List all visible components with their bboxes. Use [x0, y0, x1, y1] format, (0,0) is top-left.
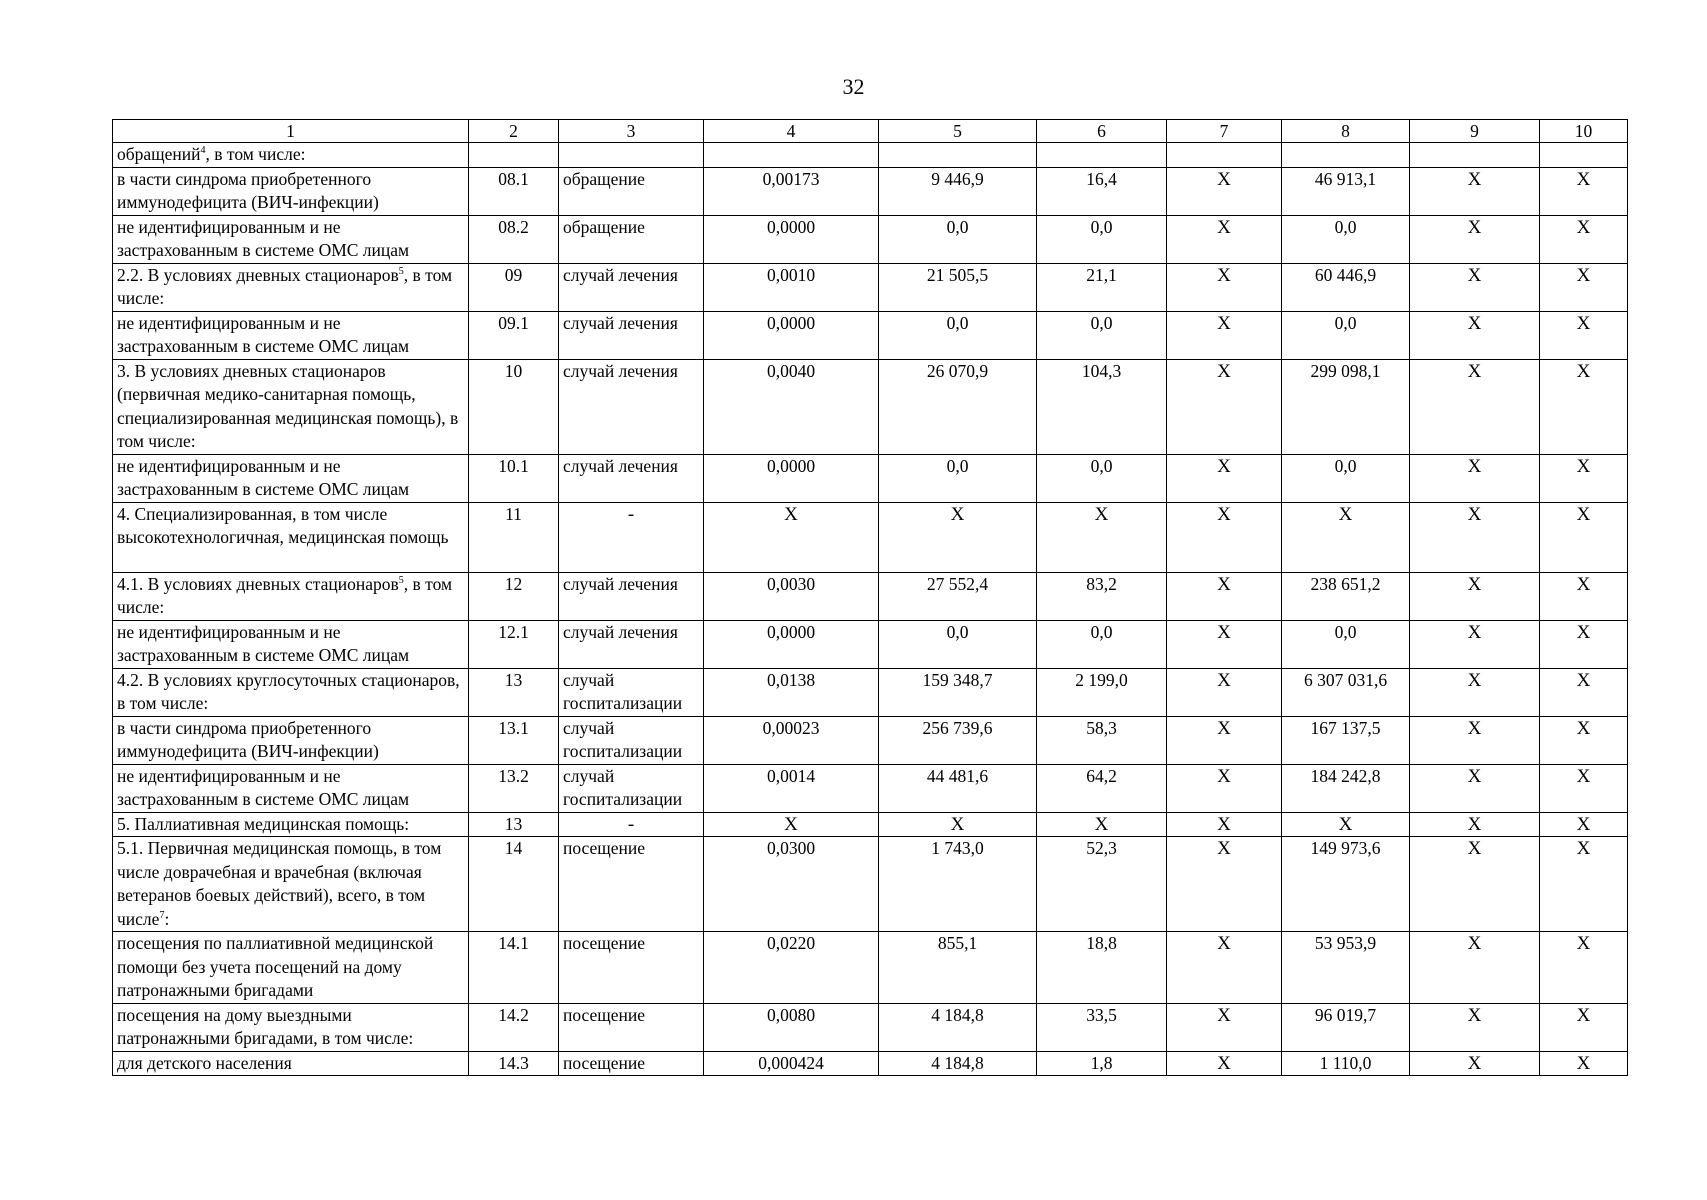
col6-cell: 64,2 — [1037, 764, 1167, 812]
unit-cell: случай лечения — [559, 454, 704, 502]
col7-cell: X — [1167, 716, 1282, 764]
col7-cell: X — [1167, 1051, 1282, 1076]
table-row — [113, 167, 1628, 215]
col4-cell: 0,000424 — [704, 1051, 879, 1076]
row-label-tail: , в том числе: — [117, 264, 453, 308]
col10-cell: X — [1540, 454, 1628, 502]
header-row — [113, 120, 1628, 143]
col4-cell: X — [704, 502, 879, 572]
col4-cell: 0,00023 — [704, 716, 879, 764]
col4-cell: X — [704, 812, 879, 837]
table-row — [113, 572, 1628, 620]
table-row — [113, 263, 1628, 311]
row-label — [113, 215, 469, 263]
row-label-text: 4.2. В условиях круглосуточных стационаров, в том числе: — [117, 669, 460, 713]
col4-cell: 0,0000 — [704, 215, 879, 263]
row-label-text: для детского населения — [117, 1052, 292, 1073]
table-row — [113, 1051, 1628, 1076]
col10-cell: X — [1540, 837, 1628, 932]
col7-cell: X — [1167, 668, 1282, 716]
unit-cell: посещение — [559, 837, 704, 932]
col8-cell: 96 019,7 — [1282, 1003, 1410, 1051]
row-label-text: не идентифицированным и не застрахованным в системе ОМС лицам — [117, 216, 410, 260]
col10-cell: X — [1540, 263, 1628, 311]
row-label — [113, 716, 469, 764]
row-label-text: 5. Паллиативная медицинская помощь: — [117, 813, 410, 834]
col4-cell: 0,0000 — [704, 454, 879, 502]
col5-cell: 0,0 — [879, 620, 1037, 668]
col9-cell: X — [1410, 167, 1540, 215]
col6-cell: 33,5 — [1037, 1003, 1167, 1051]
col6-cell: X — [1037, 502, 1167, 572]
col8-cell: 167 137,5 — [1282, 716, 1410, 764]
col8-cell: 238 651,2 — [1282, 572, 1410, 620]
unit-cell: случай лечения — [559, 620, 704, 668]
row-code: 08.1 — [469, 167, 559, 215]
row-label — [113, 837, 469, 932]
row-label — [113, 764, 469, 812]
header-cell: 6 — [1037, 120, 1167, 143]
row-code: 09.1 — [469, 311, 559, 359]
col5-cell: X — [879, 502, 1037, 572]
unit-cell: случай лечения — [559, 572, 704, 620]
row-code: 13 — [469, 668, 559, 716]
table-row — [113, 1003, 1628, 1051]
row-label-text: посещения по паллиативной медицинской помощи без учета посещений на дому патронажными бригадами — [117, 933, 434, 1000]
footnote-ref: 5 — [398, 265, 404, 277]
col10-cell: X — [1540, 620, 1628, 668]
table-row — [113, 812, 1628, 837]
row-label-tail: , в том числе: — [205, 144, 306, 164]
row-label-text: не идентифицированным и не застрахованным в системе ОМС лицам — [117, 765, 410, 809]
col9-cell: X — [1410, 668, 1540, 716]
col10-cell: X — [1540, 1003, 1628, 1051]
col10-cell: X — [1540, 932, 1628, 1004]
col9-cell: X — [1410, 812, 1540, 837]
row-code: 14 — [469, 837, 559, 932]
col4-cell: 0,00173 — [704, 167, 879, 215]
col7-cell: X — [1167, 932, 1282, 1004]
row-label — [113, 572, 469, 620]
row-label — [113, 502, 469, 572]
col5-cell: 1 743,0 — [879, 837, 1037, 932]
row-label — [113, 620, 469, 668]
row-code: 13.2 — [469, 764, 559, 812]
col9-cell: X — [1410, 620, 1540, 668]
unit-cell: - — [559, 502, 704, 572]
col7-cell: X — [1167, 837, 1282, 932]
unit-cell: случай госпитализации — [559, 764, 704, 812]
col6-cell — [1037, 143, 1167, 168]
col7-cell: X — [1167, 263, 1282, 311]
col8-cell: 6 307 031,6 — [1282, 668, 1410, 716]
col10-cell: X — [1540, 167, 1628, 215]
col5-cell: 44 481,6 — [879, 764, 1037, 812]
col6-cell: 1,8 — [1037, 1051, 1167, 1076]
row-code: 08.2 — [469, 215, 559, 263]
col10-cell: X — [1540, 215, 1628, 263]
row-label — [113, 812, 469, 837]
row-label — [113, 263, 469, 311]
row-code: 14.3 — [469, 1051, 559, 1076]
table-row — [113, 837, 1628, 932]
col9-cell: X — [1410, 837, 1540, 932]
header-cell: 5 — [879, 120, 1037, 143]
col9-cell: X — [1410, 764, 1540, 812]
col10-cell: X — [1540, 668, 1628, 716]
row-code: 10 — [469, 359, 559, 454]
col6-cell: 83,2 — [1037, 572, 1167, 620]
row-code: 14.1 — [469, 932, 559, 1004]
col4-cell: 0,0040 — [704, 359, 879, 454]
unit-cell: случай лечения — [559, 359, 704, 454]
row-label-text: в части синдрома приобретенного иммунодефицита (ВИЧ-инфекции) — [117, 168, 379, 212]
row-label — [113, 668, 469, 716]
col8-cell — [1282, 143, 1410, 168]
table-row — [113, 764, 1628, 812]
col10-cell: X — [1540, 716, 1628, 764]
col4-cell: 0,0030 — [704, 572, 879, 620]
col7-cell: X — [1167, 764, 1282, 812]
col8-cell: 299 098,1 — [1282, 359, 1410, 454]
unit-cell: случай госпитализации — [559, 716, 704, 764]
unit-cell: случай лечения — [559, 311, 704, 359]
row-label — [113, 167, 469, 215]
col8-cell: 0,0 — [1282, 454, 1410, 502]
col9-cell: X — [1410, 263, 1540, 311]
col5-cell: 855,1 — [879, 932, 1037, 1004]
col7-cell: X — [1167, 167, 1282, 215]
row-code: 13.1 — [469, 716, 559, 764]
col8-cell: 53 953,9 — [1282, 932, 1410, 1004]
unit-cell: посещение — [559, 1051, 704, 1076]
tariff-table — [112, 119, 1628, 1076]
col5-cell: 0,0 — [879, 311, 1037, 359]
unit-cell: случай госпитализации — [559, 668, 704, 716]
col7-cell: X — [1167, 1003, 1282, 1051]
row-label-tail: , в том числе: — [117, 573, 453, 617]
col9-cell: X — [1410, 311, 1540, 359]
col7-cell: X — [1167, 620, 1282, 668]
col4-cell: 0,0010 — [704, 263, 879, 311]
row-label — [113, 454, 469, 502]
col6-cell: 58,3 — [1037, 716, 1167, 764]
col7-cell: X — [1167, 572, 1282, 620]
col8-cell: 0,0 — [1282, 215, 1410, 263]
footnote-ref: 5 — [398, 574, 404, 586]
row-label-text: 4. Специализированная, в том числе высокотехнологичная, медицинская помощь — [117, 503, 449, 547]
row-label — [113, 932, 469, 1004]
unit-cell: обращение — [559, 215, 704, 263]
row-label-text: 2.2. В условиях дневных стационаров — [117, 264, 399, 285]
col9-cell: X — [1410, 215, 1540, 263]
col4-cell: 0,0138 — [704, 668, 879, 716]
row-label-tail: : — [164, 908, 170, 929]
table-row — [113, 311, 1628, 359]
col7-cell — [1167, 143, 1282, 168]
row-label-text: посещения на дому выездными патронажными бригадами, в том числе: — [117, 1004, 414, 1048]
table-row — [113, 143, 1628, 168]
col6-cell: 0,0 — [1037, 620, 1167, 668]
row-label — [113, 311, 469, 359]
col8-cell: X — [1282, 502, 1410, 572]
table-row — [113, 215, 1628, 263]
col6-cell: 0,0 — [1037, 454, 1167, 502]
header-cell: 7 — [1167, 120, 1282, 143]
col10-cell: X — [1540, 812, 1628, 837]
col6-cell: 104,3 — [1037, 359, 1167, 454]
unit-cell — [559, 143, 704, 168]
row-code: 10.1 — [469, 454, 559, 502]
header-cell: 9 — [1410, 120, 1540, 143]
row-label-text: в части синдрома приобретенного иммунодефицита (ВИЧ-инфекции) — [117, 717, 379, 761]
col10-cell: X — [1540, 764, 1628, 812]
col5-cell: 256 739,6 — [879, 716, 1037, 764]
footnote-ref: 7 — [159, 909, 165, 921]
col4-cell: 0,0000 — [704, 311, 879, 359]
header-cell: 10 — [1540, 120, 1628, 143]
col6-cell: 0,0 — [1037, 215, 1167, 263]
col8-cell: 149 973,6 — [1282, 837, 1410, 932]
row-label-text: 4.1. В условиях дневных стационаров — [117, 573, 399, 594]
table-row — [113, 359, 1628, 454]
col10-cell: X — [1540, 311, 1628, 359]
col4-cell — [704, 143, 879, 168]
col7-cell: X — [1167, 359, 1282, 454]
col5-cell: 159 348,7 — [879, 668, 1037, 716]
col7-cell: X — [1167, 454, 1282, 502]
col7-cell: X — [1167, 311, 1282, 359]
unit-cell: посещение — [559, 932, 704, 1004]
table-row — [113, 454, 1628, 502]
col5-cell: 0,0 — [879, 215, 1037, 263]
table-row — [113, 932, 1628, 1004]
col9-cell: X — [1410, 502, 1540, 572]
col9-cell: X — [1410, 359, 1540, 454]
header-cell: 1 — [113, 120, 469, 143]
row-label-text: не идентифицированным и не застрахованным в системе ОМС лицам — [117, 455, 410, 499]
row-code — [469, 143, 559, 168]
col9-cell: X — [1410, 454, 1540, 502]
col8-cell: X — [1282, 812, 1410, 837]
row-code: 12 — [469, 572, 559, 620]
col8-cell: 184 242,8 — [1282, 764, 1410, 812]
col9-cell: X — [1410, 1003, 1540, 1051]
col8-cell: 60 446,9 — [1282, 263, 1410, 311]
col9-cell: X — [1410, 932, 1540, 1004]
col9-cell: X — [1410, 716, 1540, 764]
col6-cell: 16,4 — [1037, 167, 1167, 215]
col7-cell: X — [1167, 812, 1282, 837]
row-label-text: 3. В условиях дневных стационаров (первичная медико-санитарная помощь, специализированная медицинская помощь), в том числе: — [117, 360, 459, 451]
col6-cell: 2 199,0 — [1037, 668, 1167, 716]
col5-cell — [879, 143, 1037, 168]
header-cell: 8 — [1282, 120, 1410, 143]
col5-cell: 21 505,5 — [879, 263, 1037, 311]
header-cell: 2 — [469, 120, 559, 143]
row-label — [113, 143, 469, 168]
row-code: 13 — [469, 812, 559, 837]
col4-cell: 0,0220 — [704, 932, 879, 1004]
row-code: 12.1 — [469, 620, 559, 668]
col8-cell: 46 913,1 — [1282, 167, 1410, 215]
row-label — [113, 1003, 469, 1051]
col10-cell: X — [1540, 502, 1628, 572]
col10-cell — [1540, 143, 1628, 168]
col5-cell: 27 552,4 — [879, 572, 1037, 620]
row-label — [113, 1051, 469, 1076]
row-code: 14.2 — [469, 1003, 559, 1051]
col5-cell: 9 446,9 — [879, 167, 1037, 215]
col6-cell: 0,0 — [1037, 311, 1167, 359]
header-cell: 4 — [704, 120, 879, 143]
col5-cell: 4 184,8 — [879, 1003, 1037, 1051]
col8-cell: 1 110,0 — [1282, 1051, 1410, 1076]
row-label — [113, 359, 469, 454]
col4-cell: 0,0300 — [704, 837, 879, 932]
col6-cell: 21,1 — [1037, 263, 1167, 311]
col6-cell: X — [1037, 812, 1167, 837]
col5-cell: X — [879, 812, 1037, 837]
header-cell: 3 — [559, 120, 704, 143]
table-row — [113, 502, 1628, 572]
col4-cell: 0,0080 — [704, 1003, 879, 1051]
col8-cell: 0,0 — [1282, 620, 1410, 668]
col6-cell: 18,8 — [1037, 932, 1167, 1004]
col4-cell: 0,0000 — [704, 620, 879, 668]
unit-cell: обращение — [559, 167, 704, 215]
col5-cell: 26 070,9 — [879, 359, 1037, 454]
table-row — [113, 716, 1628, 764]
col6-cell: 52,3 — [1037, 837, 1167, 932]
col8-cell: 0,0 — [1282, 311, 1410, 359]
table-row — [113, 668, 1628, 716]
row-label-text: не идентифицированным и не застрахованным в системе ОМС лицам — [117, 621, 410, 665]
table-row — [113, 620, 1628, 668]
unit-cell: - — [559, 812, 704, 837]
row-label-text: обращений — [117, 144, 201, 164]
col7-cell: X — [1167, 215, 1282, 263]
col4-cell: 0,0014 — [704, 764, 879, 812]
col9-cell: X — [1410, 1051, 1540, 1076]
col5-cell: 0,0 — [879, 454, 1037, 502]
unit-cell: случай лечения — [559, 263, 704, 311]
col10-cell: X — [1540, 1051, 1628, 1076]
row-code: 09 — [469, 263, 559, 311]
col9-cell — [1410, 143, 1540, 168]
col10-cell: X — [1540, 359, 1628, 454]
footnote-ref: 4 — [200, 145, 206, 156]
col10-cell: X — [1540, 572, 1628, 620]
row-code: 11 — [469, 502, 559, 572]
page-number: 32 — [842, 74, 865, 99]
unit-cell: посещение — [559, 1003, 704, 1051]
col9-cell: X — [1410, 572, 1540, 620]
col7-cell: X — [1167, 502, 1282, 572]
row-label-text: 5.1. Первичная медицинская помощь, в том числе доврачебная и врачебная (включая ветеранов боевых действий), всего, в том числе — [117, 838, 442, 929]
row-label-text: не идентифицированным и не застрахованным в системе ОМС лицам — [117, 312, 410, 356]
col5-cell: 4 184,8 — [879, 1051, 1037, 1076]
